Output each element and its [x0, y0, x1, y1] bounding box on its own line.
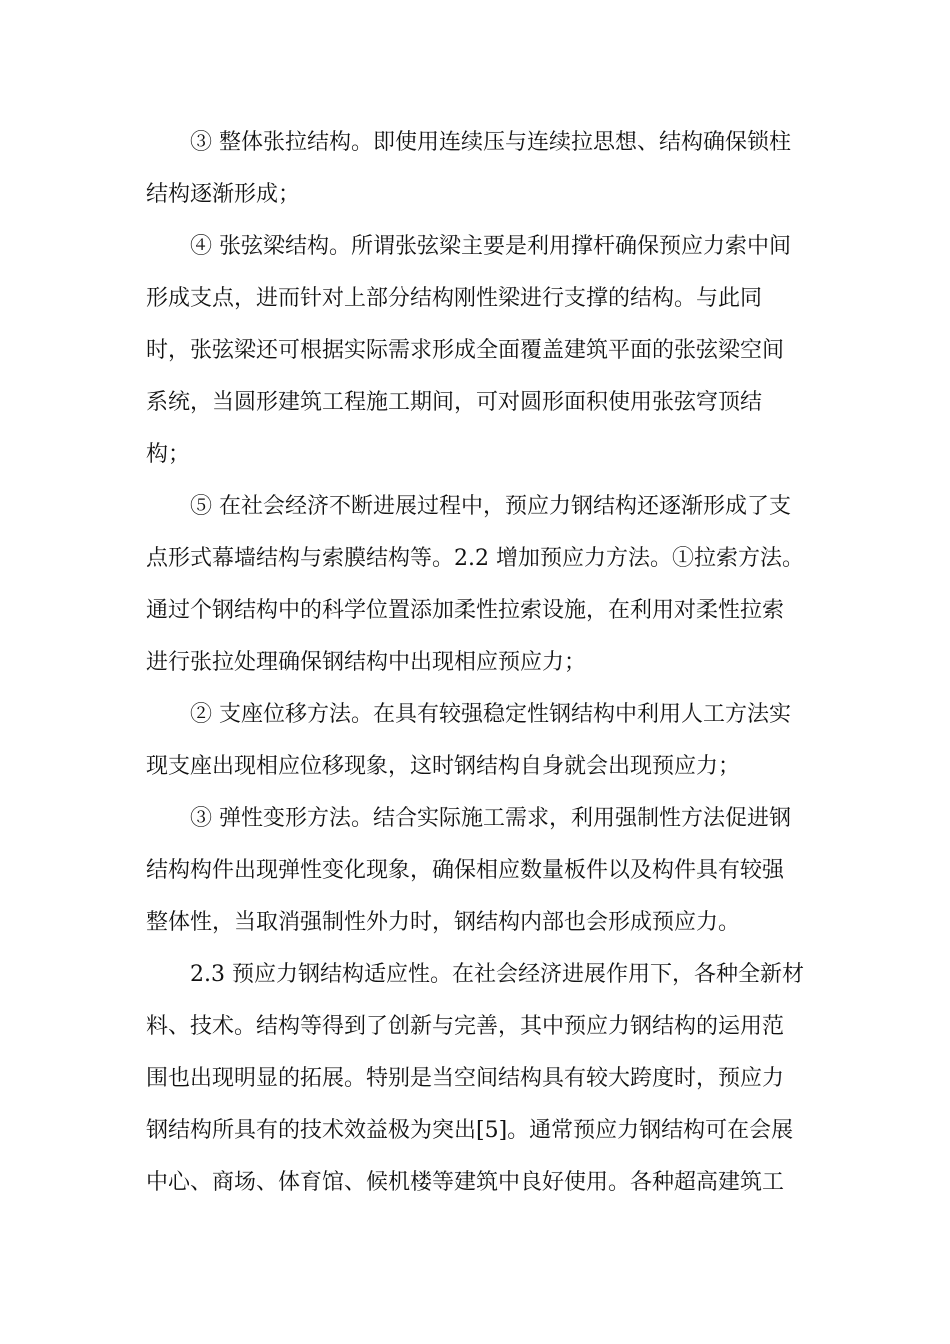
text-line: 钢结构所具有的技术效益极为突出[5]。通常预应力钢结构可在会展 — [146, 1118, 794, 1143]
text-line: 进行张拉处理确保钢结构中出现相应预应力； — [146, 650, 587, 675]
paragraph-beam-string — [146, 221, 806, 481]
text-line: 结构逐渐形成； — [146, 182, 301, 207]
text-line: 点形式幕墙结构与索膜结构等。2.2 增加预应力方法。①拉索方法。 — [146, 546, 804, 571]
text-line: 结构构件出现弹性变化现象，确保相应数量板件以及构件具有较强 — [146, 858, 785, 883]
text-line: 2.3 预应力钢结构适应性。在社会经济进展作用下，各种全新材 — [190, 962, 804, 987]
text-line: 整体性，当取消强制性外力时，钢结构内部也会形成预应力。 — [146, 910, 741, 935]
paragraph-integral-tension — [146, 117, 806, 221]
text-line: 形成支点，进而针对上部分结构刚性梁进行支撑的结构。与此同 — [146, 286, 763, 311]
paragraph-support-displacement — [146, 689, 806, 793]
text-line: 构； — [146, 442, 191, 467]
text-line: ⑤ 在社会经济不断进展过程中，预应力钢结构还逐渐形成了支 — [190, 494, 791, 519]
text-line: ④ 张弦梁结构。所谓张弦梁主要是利用撑杆确保预应力索中间 — [190, 234, 791, 259]
text-line: 中心、商场、体育馆、候机楼等建筑中良好使用。各种超高建筑工 — [146, 1170, 785, 1195]
text-line: ③ 弹性变形方法。结合实际施工需求，利用强制性方法促进钢 — [190, 806, 791, 831]
paragraph-adaptability — [146, 949, 806, 1209]
text-line: 围也出现明显的拓展。特别是当空间结构具有较大跨度时，预应力 — [146, 1066, 785, 1091]
text-line: 现支座出现相应位移现象，这时钢结构自身就会出现预应力； — [146, 754, 741, 779]
text-line: ③ 整体张拉结构。即使用连续压与连续拉思想、结构确保锁柱 — [190, 130, 791, 155]
text-line: 系统，当圆形建筑工程施工期间，可对圆形面积使用张弦穹顶结 — [146, 390, 763, 415]
document-body — [146, 117, 806, 1209]
text-line: 料、技术。结构等得到了创新与完善，其中预应力钢结构的运用范 — [146, 1014, 785, 1039]
paragraph-elastic-deformation — [146, 793, 806, 949]
text-line: 时，张弦梁还可根据实际需求形成全面覆盖建筑平面的张弦梁空间 — [146, 338, 785, 363]
text-line: ② 支座位移方法。在具有较强稳定性钢结构中利用人工方法实 — [190, 702, 791, 727]
paragraph-other-forms — [146, 481, 806, 689]
text-line: 通过个钢结构中的科学位置添加柔性拉索设施，在利用对柔性拉索 — [146, 598, 785, 623]
